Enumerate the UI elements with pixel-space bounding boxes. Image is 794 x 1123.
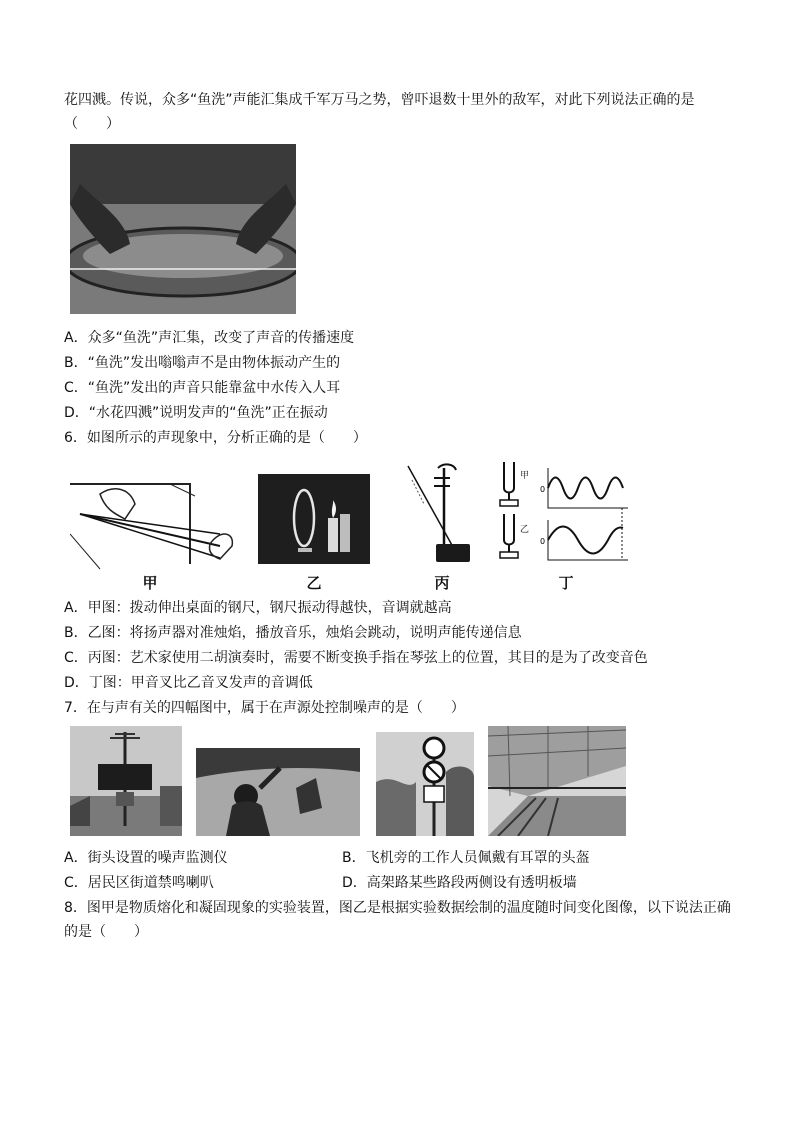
elevated-road-barrier-photo xyxy=(488,726,626,836)
q6-option-c: C．丙图：艺术家使用二胡演奏时，需要不断变换手指在琴弦上的位置，其目的是为了改变音色 xyxy=(64,650,648,666)
q7-option-b: B．飞机旁的工作人员佩戴有耳罩的头盔 xyxy=(342,850,590,866)
q5-option-c: C．“鱼洗”发出的声音只能靠盆中水传入人耳 xyxy=(64,380,341,396)
q7-option-c: C．居民区街道禁鸣喇叭 xyxy=(64,875,214,891)
q5-option-b: B．“鱼洗”发出嗡嗡声不是由物体振动产生的 xyxy=(64,355,341,371)
q6-stem: 6．如图所示的声现象中，分析正确的是（ ） xyxy=(64,430,367,446)
q7-option-a: A．街头设置的噪声监测仪 xyxy=(64,850,228,866)
fish-basin-photo xyxy=(70,144,296,314)
figure-label-bing: 丙 xyxy=(434,574,450,592)
figure-label-ding: 丁 xyxy=(558,574,574,592)
ruler-vibration-figure xyxy=(70,474,238,570)
no-horn-sign-photo xyxy=(376,732,474,836)
tuning-fork-waves-figure xyxy=(496,460,634,570)
svg-text:0: 0 xyxy=(540,537,546,546)
q6-option-d: D．丁图：甲音叉比乙音叉发声的音调低 xyxy=(64,675,313,691)
svg-text:0: 0 xyxy=(540,485,546,494)
q8-stem-line1: 8．图甲是物质熔化和凝固现象的实验装置，图乙是根据实验数据绘制的温度随时间变化图像，以下说法正确 xyxy=(64,900,731,916)
q6-option-b: B．乙图：将扬声器对准烛焰，播放音乐，烛焰会跳动，说明声能传递信息 xyxy=(64,625,522,641)
q5-stem-line1: 花四溅。传说，众多“鱼洗”声能汇集成千军万马之势，曾吓退数十里外的敌军，对此下列说法正确的是 xyxy=(64,92,695,108)
figure-label-yi: 乙 xyxy=(306,574,322,592)
q6-option-a: A．甲图：拨动伸出桌面的钢尺，钢尺振动得越快，音调就越高 xyxy=(64,600,452,616)
q5-option-a: A．众多“鱼洗”声汇集，改变了声音的传播速度 xyxy=(64,330,355,346)
airport-worker-photo xyxy=(196,748,360,836)
q5-stem-line2: （ ） xyxy=(64,116,120,132)
q5-option-d: D．“水花四溅”说明发声的“鱼洗”正在振动 xyxy=(64,405,328,421)
noise-monitor-photo xyxy=(70,726,182,836)
q7-stem: 7．在与声有关的四幅图中，属于在声源处控制噪声的是（ ） xyxy=(64,700,465,716)
wave-label-yi: 乙 xyxy=(520,525,530,535)
figure-label-jia: 甲 xyxy=(142,574,158,592)
speaker-candle-figure xyxy=(258,474,370,564)
q7-option-d: D．高架路某些路段两侧设有透明板墙 xyxy=(342,875,577,891)
erhu-figure xyxy=(404,460,484,570)
q8-stem-line2: 的是（ ） xyxy=(64,924,148,940)
wave-label-jia: 甲 xyxy=(520,471,530,481)
